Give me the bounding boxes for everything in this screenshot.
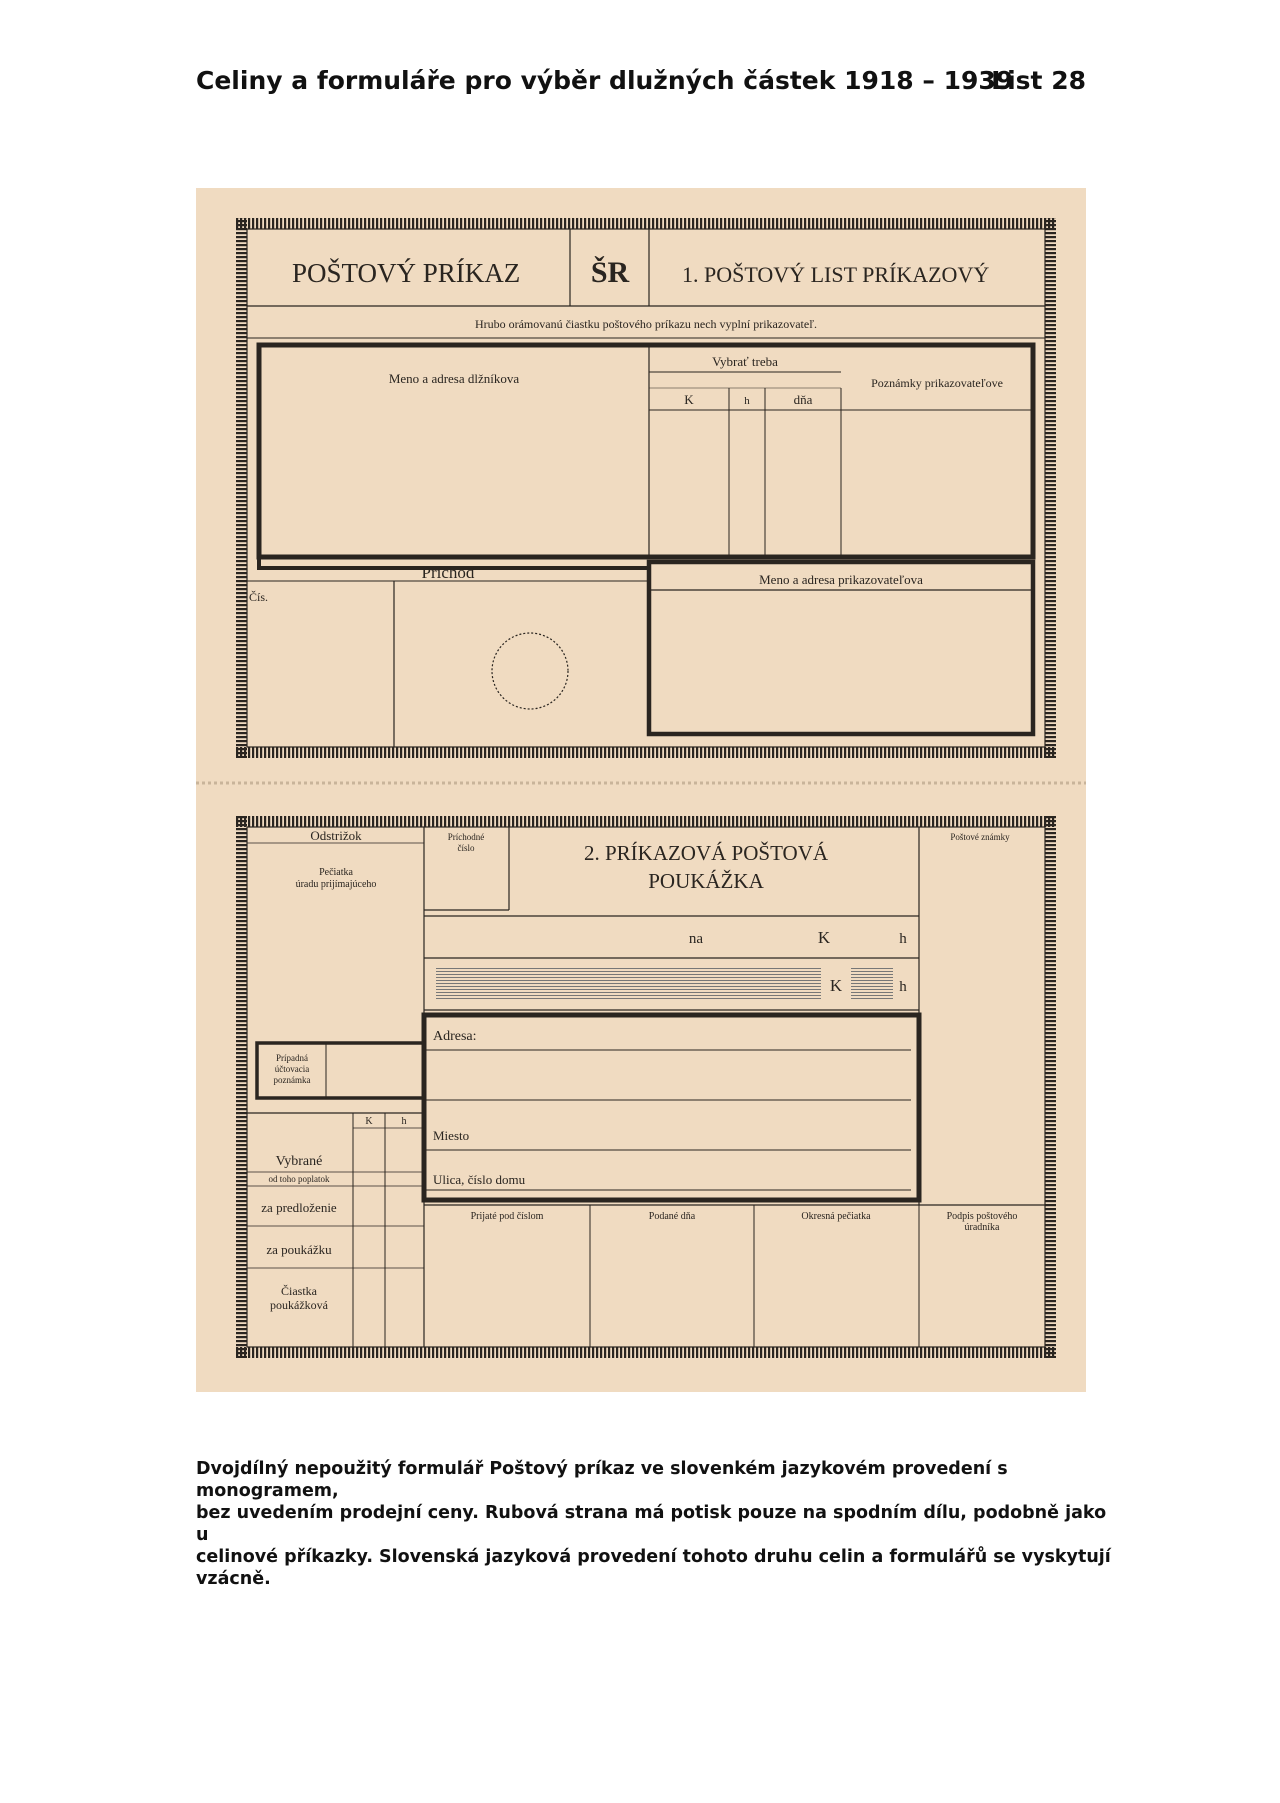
caption xyxy=(196,1458,1116,1590)
posted-day-label: Podané dňa xyxy=(648,1211,696,1222)
stub-label: Odstrižok xyxy=(310,828,362,843)
amount-k-label: K xyxy=(817,928,831,947)
top-form xyxy=(236,218,1056,758)
arrival-label: Príchod xyxy=(421,563,475,582)
collect-label: Vybrať treba xyxy=(712,354,778,369)
instruction-text: Hrubo orámovanú čiastku poštového príkazu nech vyplní prikazovateľ. xyxy=(474,317,818,331)
col-h-label: h xyxy=(744,395,750,407)
amount-h-label-2: h xyxy=(899,979,907,995)
postage-stamps-label: Poštové známky xyxy=(950,832,1010,842)
top-title-right: 1. POŠTOVÝ LIST PRÍKAZOVÝ xyxy=(682,262,990,287)
voucher-label: za poukážku xyxy=(266,1242,332,1257)
arrival-no-line2: číslo xyxy=(457,843,475,853)
amount-h-label: h xyxy=(899,931,907,947)
caption-line-1: Dvojdílný nepoužitý formulář Poštový príkaz ve slovenkém jazykovém provedení s monogramem, xyxy=(196,1459,1008,1501)
monogram: ŠR xyxy=(590,256,630,289)
bottom-form xyxy=(236,816,1056,1358)
col-day-label: dňa xyxy=(793,392,813,407)
voucher-amount-line2: poukážková xyxy=(270,1298,328,1312)
arrival-no-line1: Príchodné xyxy=(447,832,485,842)
page-title: Celiny a formuláře pro výběr dlužných částek 1918 – 1939 xyxy=(196,66,1014,95)
accounting-note-line1: Prípadná xyxy=(276,1053,308,1063)
top-form-labels xyxy=(249,256,1003,604)
street-label: Ulica, číslo domu xyxy=(433,1172,526,1187)
col-k-label: K xyxy=(684,392,694,407)
top-title-left: POŠTOVÝ PRÍKAZ xyxy=(292,258,521,288)
accounting-note-line2: účtovacia xyxy=(274,1064,310,1074)
number-label: Čís. xyxy=(249,590,269,604)
form-scan xyxy=(196,188,1086,1392)
bottom-title-line2: POUKÁŽKA xyxy=(648,869,764,893)
clerk-signature-line2: úradníka xyxy=(964,1222,1000,1233)
fees-col-k: K xyxy=(365,1116,373,1127)
district-stamp-label: Okresná pečiatka xyxy=(801,1211,871,1222)
caption-line-3: celinové příkazky. Slovenská jazyková provedení tohoto druhu celin a formulářů se vyskytují vzácně. xyxy=(196,1547,1111,1589)
accounting-note-line3: poznámka xyxy=(273,1075,311,1085)
address-label: Adresa: xyxy=(433,1029,477,1044)
stamp-office-line2: úradu prijímajúceho xyxy=(295,879,377,890)
bottom-title-line1: 2. PRÍKAZOVÁ POŠTOVÁ xyxy=(583,841,829,865)
amount-k-label-2: K xyxy=(829,976,843,995)
presentation-label: za predloženie xyxy=(261,1200,337,1215)
clerk-signature-line1: Podpis poštového xyxy=(946,1211,1018,1222)
voucher-amount-line1: Čiastka xyxy=(281,1284,317,1298)
notes-label: Poznámky prikazovateľove xyxy=(871,376,1003,390)
amount-na-label: na xyxy=(688,931,704,947)
sheet-number: List 28 xyxy=(991,66,1086,95)
collected-label: Vybrané xyxy=(275,1154,323,1169)
page-header xyxy=(196,66,1086,106)
place-label: Miesto xyxy=(433,1128,470,1143)
fees-col-h: h xyxy=(401,1116,407,1127)
bottom-form-labels xyxy=(261,828,1017,1312)
accepted-label: Prijaté pod číslom xyxy=(470,1211,544,1222)
caption-line-2: bez uvedením prodejní ceny. Rubová strana má potisk pouze na spodním dílu, podobně jako u xyxy=(196,1503,1107,1545)
fee-label: od toho poplatok xyxy=(268,1174,330,1184)
sender-label: Meno a adresa prikazovateľova xyxy=(759,572,923,587)
form-drawing xyxy=(196,188,1086,1392)
stamp-office-line1: Pečiatka xyxy=(319,867,353,878)
debtor-label: Meno a adresa dlžníkova xyxy=(388,371,520,386)
